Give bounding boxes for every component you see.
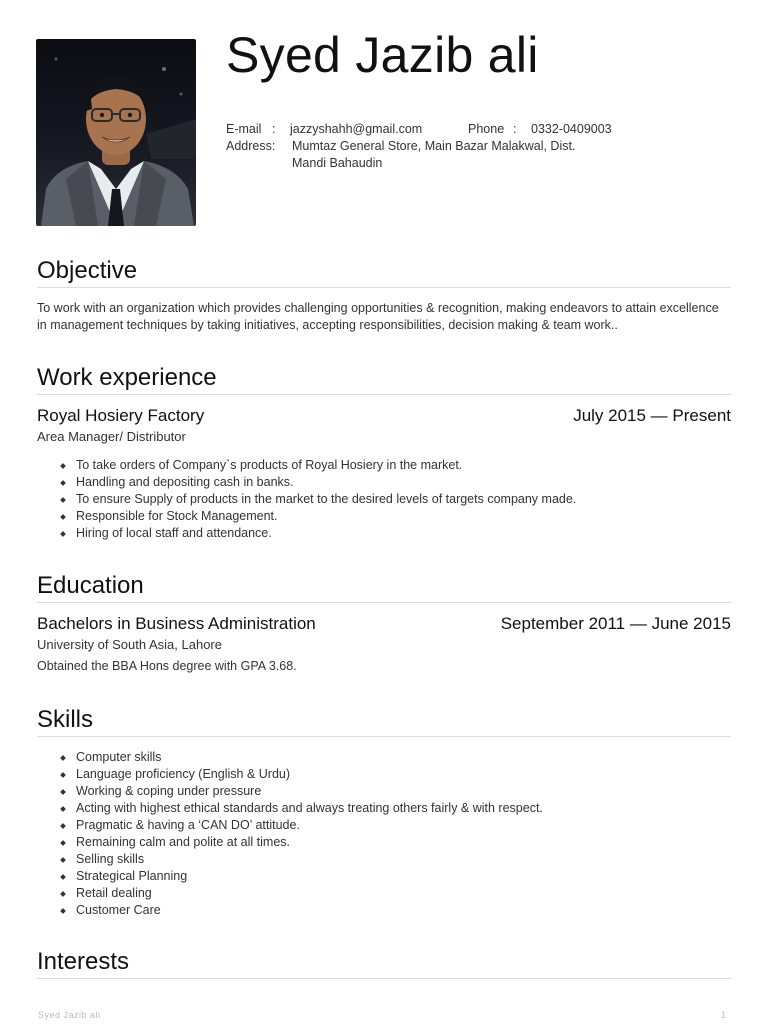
list-item: Remaining calm and polite at all times.: [37, 834, 543, 851]
list-item: Retail dealing: [37, 885, 543, 902]
list-item: To ensure Supply of products in the market to the desired levels of targets company made.: [37, 491, 576, 508]
education-dates: September 2011 — June 2015: [500, 614, 731, 633]
phone-label: Phone: [468, 122, 505, 136]
objective-text: To work with an organization which provides challenging opportunities & recognition, making endeavors to attain excellence in management techniques by taking initiatives, accepting responsibilities, decision making & team work..: [37, 301, 719, 332]
address-line-2: Mandi Bahaudin: [292, 156, 383, 170]
address-line-1: Mumtaz General Store, Main Bazar Malakwal, Dist.: [292, 139, 576, 153]
work-dates: July 2015 — Present: [573, 406, 731, 425]
portrait-illustration: [36, 39, 196, 226]
work-duties-list: [37, 457, 576, 542]
list-item: Responsible for Stock Management.: [37, 508, 576, 525]
email-separator: :: [272, 122, 276, 136]
list-item: Handling and depositing cash in banks.: [37, 474, 576, 491]
candidate-name: Syed Jazib ali: [226, 27, 539, 83]
phone-separator: :: [513, 122, 517, 136]
list-item: Computer skills: [37, 749, 543, 766]
list-item: Selling skills: [37, 851, 543, 868]
list-item: Pragmatic & having a ‘CAN DO’ attitude.: [37, 817, 543, 834]
skills-list: [37, 749, 543, 919]
list-item: Customer Care: [37, 902, 543, 919]
list-item: Working & coping under pressure: [37, 783, 543, 800]
address-label: Address:: [226, 139, 276, 153]
list-item: Language proficiency (English & Urdu): [37, 766, 543, 783]
education-degree: Bachelors in Business Administration: [37, 614, 316, 633]
list-item: Strategical Planning: [37, 868, 543, 885]
section-title-education: Education: [37, 572, 731, 603]
section-title-interests: Interests: [37, 948, 731, 979]
list-item: Hiring of local staff and attendance.: [37, 525, 576, 542]
email-value[interactable]: jazzyshahh@gmail.com: [290, 122, 423, 136]
phone-value: 0332-0409003: [531, 122, 612, 136]
footer-name: Syed Jazib ali: [38, 1010, 101, 1020]
work-company: Royal Hosiery Factory: [37, 406, 205, 425]
work-role: Area Manager/ Distributor: [37, 429, 186, 444]
footer-page-number: 1: [720, 1010, 726, 1020]
profile-photo: [36, 39, 196, 226]
education-school: University of South Asia, Lahore: [37, 637, 222, 652]
section-title-work-experience: Work experience: [37, 364, 731, 395]
list-item: To take orders of Company`s products of Royal Hosiery in the market.: [37, 457, 576, 474]
section-title-skills: Skills: [37, 706, 731, 737]
education-note: Obtained the BBA Hons degree with GPA 3.68.: [37, 659, 297, 673]
section-title-objective: Objective: [37, 257, 731, 288]
email-label: E-mail: [226, 122, 262, 136]
list-item: Acting with highest ethical standards and always treating others fairly & with respect.: [37, 800, 543, 817]
